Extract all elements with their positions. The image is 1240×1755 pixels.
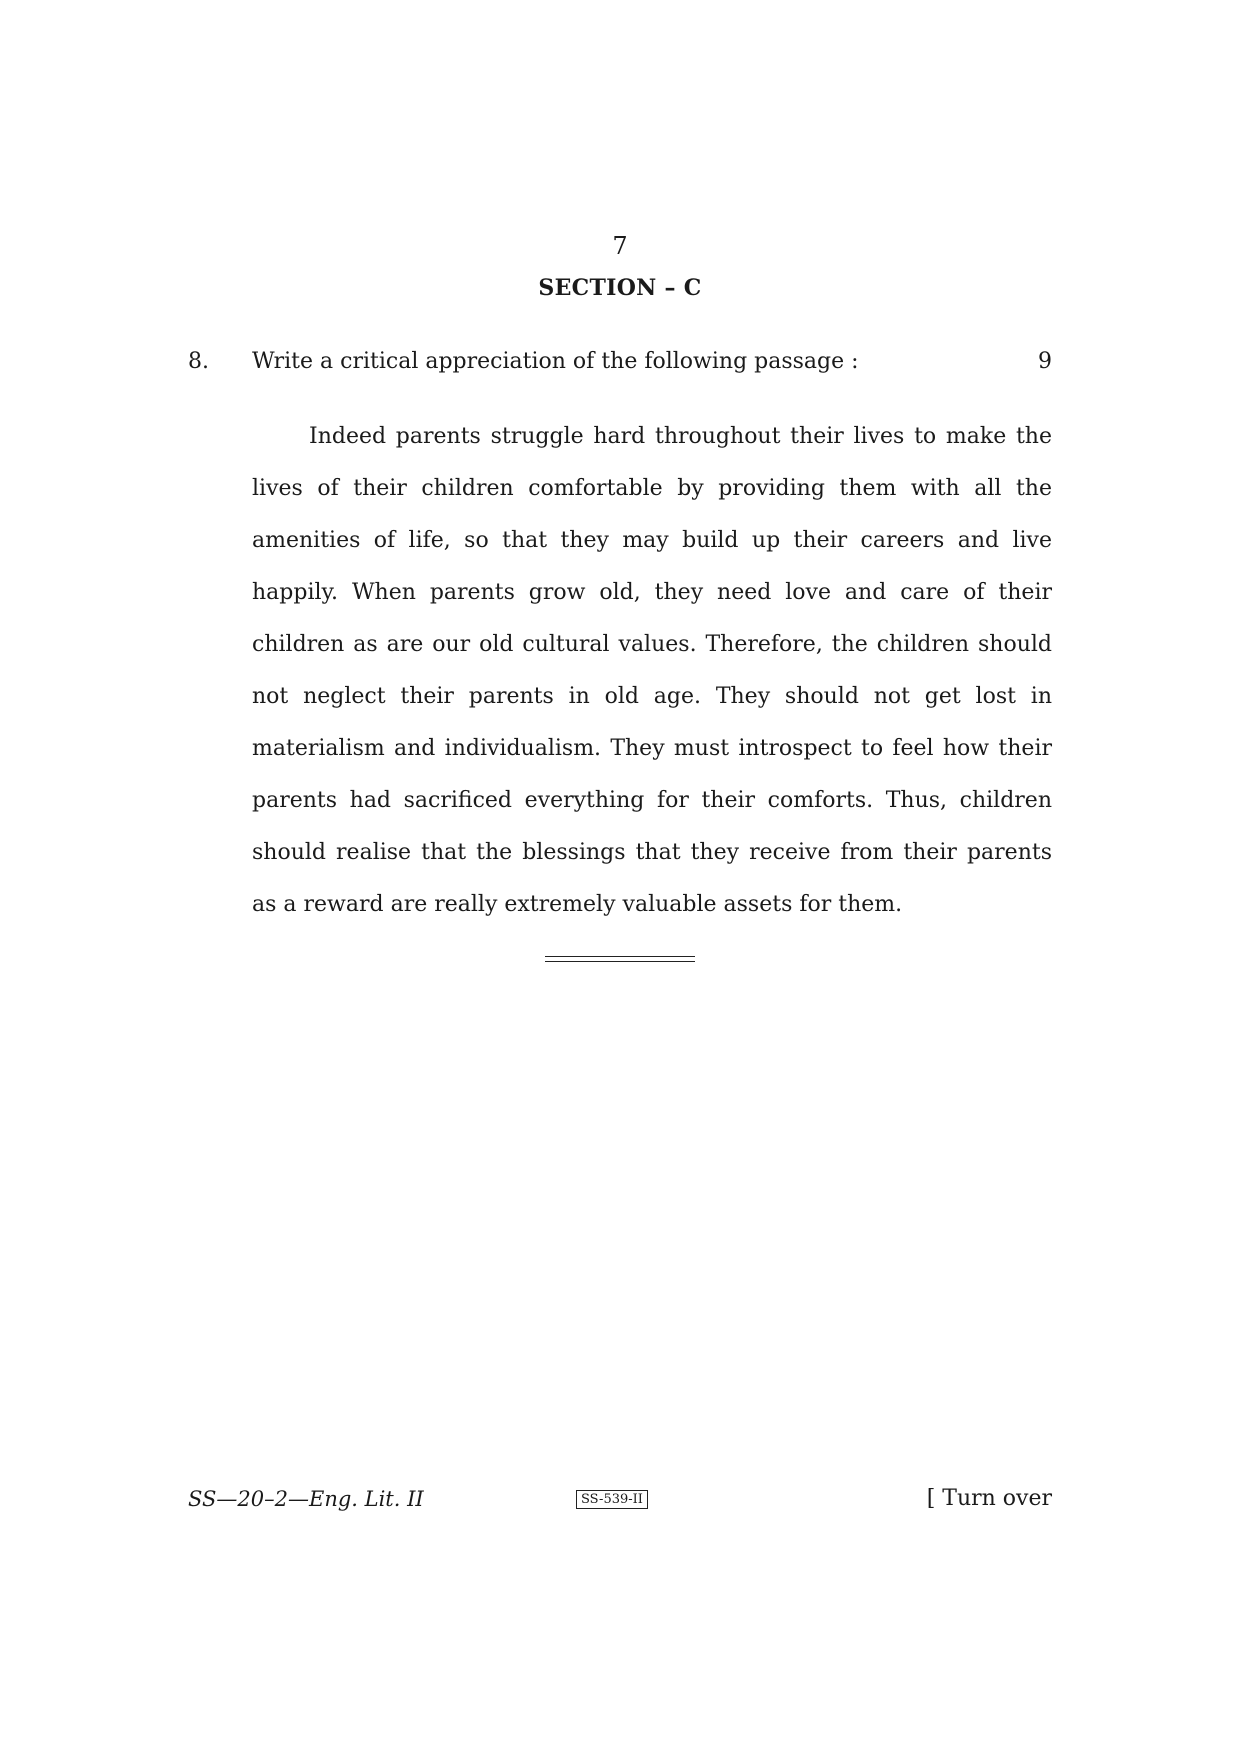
passage-text: Indeed parents struggle hard throughout their lives to make the lives of their children comfortable by providing them with all the amenities of life, so that they may build up their careers and live happily. When parents grow old, they need love and care of their children as are our old cultural values. Therefore, the children should not neglect their parents in old age. They should not get lost in materialism and individualism. They must introspect to feel how their parents had sacrificed everything for their comforts. Thus, children should realise that the blessings that they receive from their parents as a reward are really extremely valuable assets for them.	[252, 424, 1052, 917]
section-title: SECTION – C	[538, 275, 702, 301]
section-end-rule	[545, 956, 695, 962]
question-text: Write a critical appreciation of the following passage :	[252, 349, 859, 374]
footer-turn-over: [ Turn over	[926, 1486, 1052, 1511]
question-row	[188, 348, 1052, 378]
question-number: 8.	[188, 349, 209, 374]
footer-paper-reference: SS—20–2—Eng. Lit. II	[188, 1487, 424, 1511]
question-marks: 9	[1038, 349, 1052, 374]
footer-code-box: SS-539-II	[576, 1490, 648, 1509]
page-number: 7	[612, 232, 628, 260]
